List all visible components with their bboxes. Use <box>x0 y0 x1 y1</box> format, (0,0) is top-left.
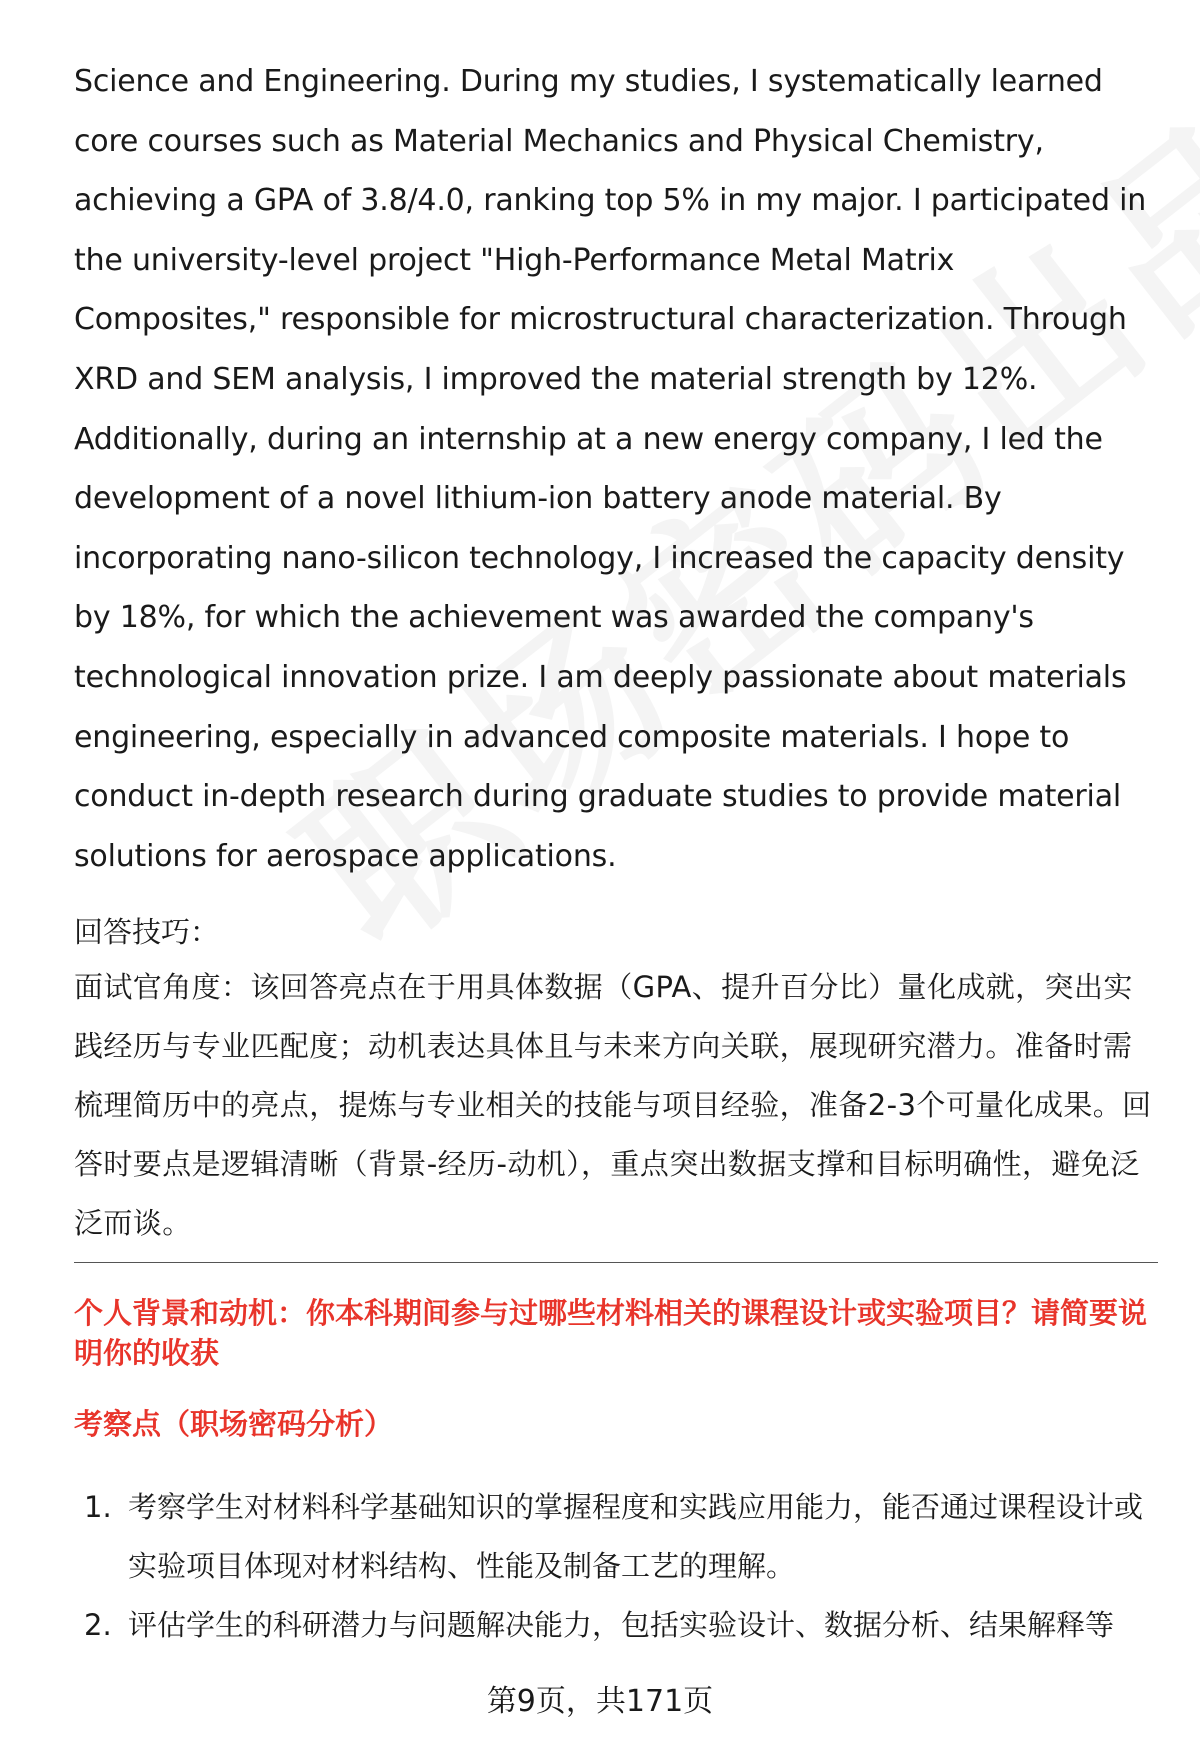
list-item <box>74 1478 1158 1596</box>
tips-title: 回答技巧： <box>74 915 220 950</box>
assessment-heading: 考察点（职场密码分析） <box>74 1407 394 1441</box>
assessment-points <box>74 1478 1158 1655</box>
list-item <box>74 1596 1158 1655</box>
page-number: 第9页，共171页 <box>486 1684 714 1719</box>
tips-body: 面试官角度：该回答亮点在于用具体数据（GPA、提升百分比）量化成就，突出实践经历与专业匹配度；动机表达具体且与未来方向关联，展现研究潜力。准备时需梳理简历中的亮点，提炼与专业相关的技能与项目经验，准备2-3个可量化成果。回答时要点是逻辑清晰（背景-经历-动机），重点突出数据支撑和目标明确性，避免泛泛而谈。 <box>74 970 1152 1241</box>
list-item-number: 2. <box>84 1608 112 1642</box>
section-divider <box>74 1262 1158 1263</box>
list-item-text: 评估学生的科研潜力与问题解决能力，包括实验设计、数据分析、结果解释等 <box>128 1608 1115 1642</box>
question-heading: 个人背景和动机：你本科期间参与过哪些材料相关的课程设计或实验项目？请简要说明你的收获 <box>74 1296 1148 1370</box>
answer-tips <box>74 906 1158 1253</box>
answer-paragraph: Science and Engineering. During my studies, I systematically learned core courses such as Material Mechanics and Physical Chemistry, achieving a GPA of 3.8/4.0, ranking top 5% in my major. I participated in the university-level project "High-Performance Metal Matrix Composites," responsible for microstructural characterization. Through XRD and SEM analysis, I improved the material strength by 12%. Additionally, during an internship at a new energy company, I led the development of a novel lithium-ion battery anode material. By incorporating nano-silicon technology, I increased the capacity density by 18%, for which the achievement was awarded the company's technological innovation prize. I am deeply passionate about materials engineering, especially in advanced composite materials. I hope to conduct in-depth research during graduate studies to provide material solutions for aerospace applications. <box>74 64 1147 874</box>
list-item-text: 考察学生对材料科学基础知识的掌握程度和实践应用能力，能否通过课程设计或实验项目体现对材料结构、性能及制备工艺的理解。 <box>128 1490 1144 1583</box>
document-body <box>74 52 1158 1253</box>
list-item-number: 1. <box>84 1490 112 1524</box>
